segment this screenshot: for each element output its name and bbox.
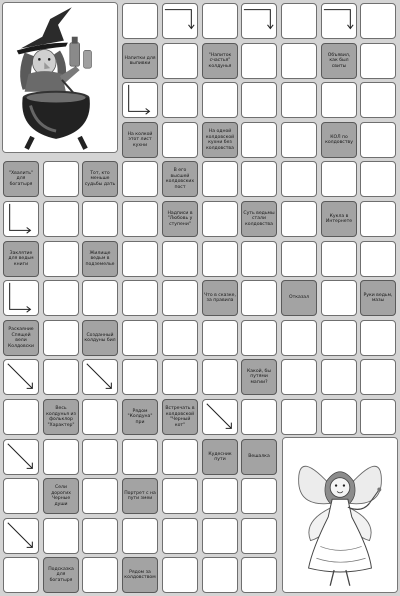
clue-cell <box>122 122 158 158</box>
answer-cell[interactable] <box>43 241 79 277</box>
answer-cell[interactable] <box>3 518 39 554</box>
answer-cell[interactable] <box>3 439 39 475</box>
answer-cell[interactable] <box>82 557 118 593</box>
answer-cell[interactable] <box>241 43 277 79</box>
clue-cell <box>122 399 158 435</box>
clue-cell <box>321 122 357 158</box>
clue-arrow-icon <box>4 202 38 236</box>
clue-cell <box>321 43 357 79</box>
clue-text: Руки ведьм, мазы <box>363 292 393 303</box>
answer-cell[interactable] <box>202 3 238 39</box>
answer-cell[interactable] <box>43 320 79 356</box>
clue-arrow-icon <box>203 400 237 434</box>
clue-text: Жилище ведьм в подземелье <box>85 250 115 267</box>
clue-text: Раскаяние Спящей вели Колдовски <box>8 327 34 349</box>
witch-picture <box>2 2 118 153</box>
clue-cell <box>202 122 238 158</box>
clue-text: Весь колдунья из фольклор "Характер" <box>46 406 76 428</box>
answer-cell[interactable] <box>162 320 198 356</box>
clue-cell <box>82 241 118 277</box>
answer-cell[interactable] <box>82 280 118 316</box>
clue-text: Вешалка <box>248 454 270 460</box>
clue-text: "Напиток счастья" колдунья <box>208 52 232 69</box>
answer-cell[interactable] <box>3 478 39 514</box>
answer-cell[interactable] <box>241 320 277 356</box>
answer-cell[interactable] <box>122 280 158 316</box>
answer-cell[interactable] <box>162 43 198 79</box>
answer-cell[interactable] <box>202 320 238 356</box>
clue-text: Созданный колдуны бил <box>84 332 116 343</box>
clue-cell <box>82 320 118 356</box>
clue-text: Портрет с на пути змеи <box>124 490 156 501</box>
clue-text: Суть ведьмы стали колдовства <box>243 210 275 227</box>
clue-text: Какой, бы путями магии? <box>246 368 272 385</box>
answer-cell[interactable] <box>162 241 198 277</box>
answer-cell[interactable] <box>162 3 198 39</box>
answer-cell[interactable] <box>122 3 158 39</box>
clue-text: Отказал <box>288 295 310 301</box>
answer-cell[interactable] <box>202 161 238 197</box>
clue-text: Что в сказке, за правила <box>204 292 236 303</box>
clue-cell <box>43 557 79 593</box>
clue-cell <box>241 201 277 237</box>
answer-cell[interactable] <box>360 320 396 356</box>
clue-text: Заклятие для ведьм книги <box>8 250 34 267</box>
answer-cell[interactable] <box>360 201 396 237</box>
answer-cell[interactable] <box>281 43 317 79</box>
answer-cell[interactable] <box>241 399 277 435</box>
answer-cell[interactable] <box>321 161 357 197</box>
clue-arrow-icon <box>242 4 276 38</box>
answer-cell[interactable] <box>3 201 39 237</box>
answer-cell[interactable] <box>43 359 79 395</box>
answer-cell[interactable] <box>202 82 238 118</box>
clue-cell <box>241 439 277 475</box>
clue-cell <box>162 201 198 237</box>
answer-cell[interactable] <box>241 241 277 277</box>
answer-cell[interactable] <box>241 478 277 514</box>
answer-cell[interactable] <box>122 241 158 277</box>
answer-cell[interactable] <box>321 359 357 395</box>
answer-cell[interactable] <box>82 399 118 435</box>
clue-text: Рядом "Колдуна" при <box>127 408 153 425</box>
clue-text: В его высшей колдовских пост <box>165 168 195 190</box>
answer-cell[interactable] <box>360 82 396 118</box>
answer-cell[interactable] <box>202 201 238 237</box>
clue-text: Напитки для выпивки <box>124 55 156 66</box>
clue-text: Сели дорогих Черные души <box>51 485 71 507</box>
answer-cell[interactable] <box>43 518 79 554</box>
answer-cell[interactable] <box>162 518 198 554</box>
answer-cell[interactable] <box>82 439 118 475</box>
clue-cell <box>202 280 238 316</box>
clue-cell <box>43 478 79 514</box>
answer-cell[interactable] <box>122 320 158 356</box>
answer-cell[interactable] <box>241 161 277 197</box>
clue-text: Встречать в колдовской "Черный кот" <box>165 406 195 428</box>
answer-cell[interactable] <box>82 201 118 237</box>
clue-arrow-icon <box>4 519 38 553</box>
clue-cell <box>82 161 118 197</box>
answer-cell[interactable] <box>281 122 317 158</box>
answer-cell[interactable] <box>241 280 277 316</box>
answer-cell[interactable] <box>321 3 357 39</box>
answer-cell[interactable] <box>281 359 317 395</box>
answer-cell[interactable] <box>360 241 396 277</box>
answer-cell[interactable] <box>82 359 118 395</box>
clue-arrow-icon <box>4 281 38 315</box>
answer-cell[interactable] <box>281 3 317 39</box>
answer-cell[interactable] <box>43 201 79 237</box>
answer-cell[interactable] <box>3 557 39 593</box>
answer-cell[interactable] <box>202 478 238 514</box>
answer-cell[interactable] <box>241 557 277 593</box>
answer-cell[interactable] <box>281 161 317 197</box>
fairy-picture <box>282 437 398 593</box>
answer-cell[interactable] <box>82 478 118 514</box>
clue-text: Кукла в Интернете <box>325 213 353 224</box>
answer-cell[interactable] <box>241 518 277 554</box>
answer-cell[interactable] <box>281 82 317 118</box>
answer-cell[interactable] <box>202 399 238 435</box>
clue-text: На колкой этот лист кухни <box>127 131 153 148</box>
answer-cell[interactable] <box>360 161 396 197</box>
answer-cell[interactable] <box>162 557 198 593</box>
clue-cell <box>3 241 39 277</box>
answer-cell[interactable] <box>122 161 158 197</box>
answer-cell[interactable] <box>43 439 79 475</box>
clue-cell <box>122 557 158 593</box>
answer-cell[interactable] <box>360 359 396 395</box>
clue-arrow-icon <box>83 360 117 394</box>
answer-cell[interactable] <box>321 399 357 435</box>
answer-cell[interactable] <box>241 82 277 118</box>
answer-cell[interactable] <box>321 82 357 118</box>
answer-cell[interactable] <box>281 201 317 237</box>
answer-cell[interactable] <box>360 43 396 79</box>
clue-cell <box>281 280 317 316</box>
clue-text: КОЛ по колдовству <box>325 134 353 145</box>
answer-cell[interactable] <box>43 161 79 197</box>
clue-arrow-icon <box>163 4 197 38</box>
answer-cell[interactable] <box>162 439 198 475</box>
clue-arrow-icon <box>322 4 356 38</box>
answer-cell[interactable] <box>321 280 357 316</box>
answer-cell[interactable] <box>202 557 238 593</box>
answer-cell[interactable] <box>122 201 158 237</box>
clue-text: "Хвалить" для богатыря <box>8 170 34 187</box>
answer-cell[interactable] <box>162 359 198 395</box>
answer-cell[interactable] <box>241 122 277 158</box>
clue-cell <box>162 399 198 435</box>
answer-cell[interactable] <box>321 241 357 277</box>
clue-text: Тот, кто меньше судьбы дать <box>84 170 116 187</box>
answer-cell[interactable] <box>321 320 357 356</box>
answer-cell[interactable] <box>3 399 39 435</box>
clue-text: Рядом за колдовством <box>124 569 156 580</box>
clue-text: Надписи в "Любовь у ступени" <box>167 210 193 227</box>
answer-cell[interactable] <box>281 320 317 356</box>
clue-cell <box>321 201 357 237</box>
clue-text: На одной колдовской кухни без колдовства <box>205 129 235 151</box>
clue-arrow-icon <box>4 440 38 474</box>
answer-cell[interactable] <box>3 280 39 316</box>
clue-cell <box>241 359 277 395</box>
answer-cell[interactable] <box>82 518 118 554</box>
answer-cell[interactable] <box>3 359 39 395</box>
clue-arrow-icon <box>4 360 38 394</box>
answer-cell[interactable] <box>122 82 158 118</box>
clue-cell <box>202 43 238 79</box>
answer-cell[interactable] <box>281 399 317 435</box>
clue-cell <box>122 478 158 514</box>
answer-cell[interactable] <box>122 359 158 395</box>
clue-cell <box>3 161 39 197</box>
answer-cell[interactable] <box>202 241 238 277</box>
clue-cell <box>122 43 158 79</box>
witch-with-cauldron-icon <box>3 3 117 152</box>
answer-cell[interactable] <box>122 439 158 475</box>
answer-cell[interactable] <box>360 122 396 158</box>
clue-text: Кудесник пути <box>208 451 232 462</box>
answer-cell[interactable] <box>162 122 198 158</box>
clue-cell <box>202 439 238 475</box>
fairy-icon <box>283 438 397 592</box>
answer-cell[interactable] <box>360 3 396 39</box>
clue-arrow-icon <box>123 83 157 117</box>
clue-text: Объявил, как был свиты <box>327 52 351 69</box>
answer-cell[interactable] <box>43 280 79 316</box>
clue-text: Подсказка для богатыря <box>48 566 74 583</box>
clue-cell <box>3 320 39 356</box>
answer-cell[interactable] <box>360 399 396 435</box>
answer-cell[interactable] <box>162 82 198 118</box>
answer-cell[interactable] <box>241 3 277 39</box>
answer-cell[interactable] <box>202 359 238 395</box>
clue-cell <box>43 399 79 435</box>
answer-cell[interactable] <box>122 518 158 554</box>
clue-cell <box>162 161 198 197</box>
clue-cell <box>360 280 396 316</box>
answer-cell[interactable] <box>202 518 238 554</box>
answer-cell[interactable] <box>281 241 317 277</box>
answer-cell[interactable] <box>162 280 198 316</box>
answer-cell[interactable] <box>162 478 198 514</box>
